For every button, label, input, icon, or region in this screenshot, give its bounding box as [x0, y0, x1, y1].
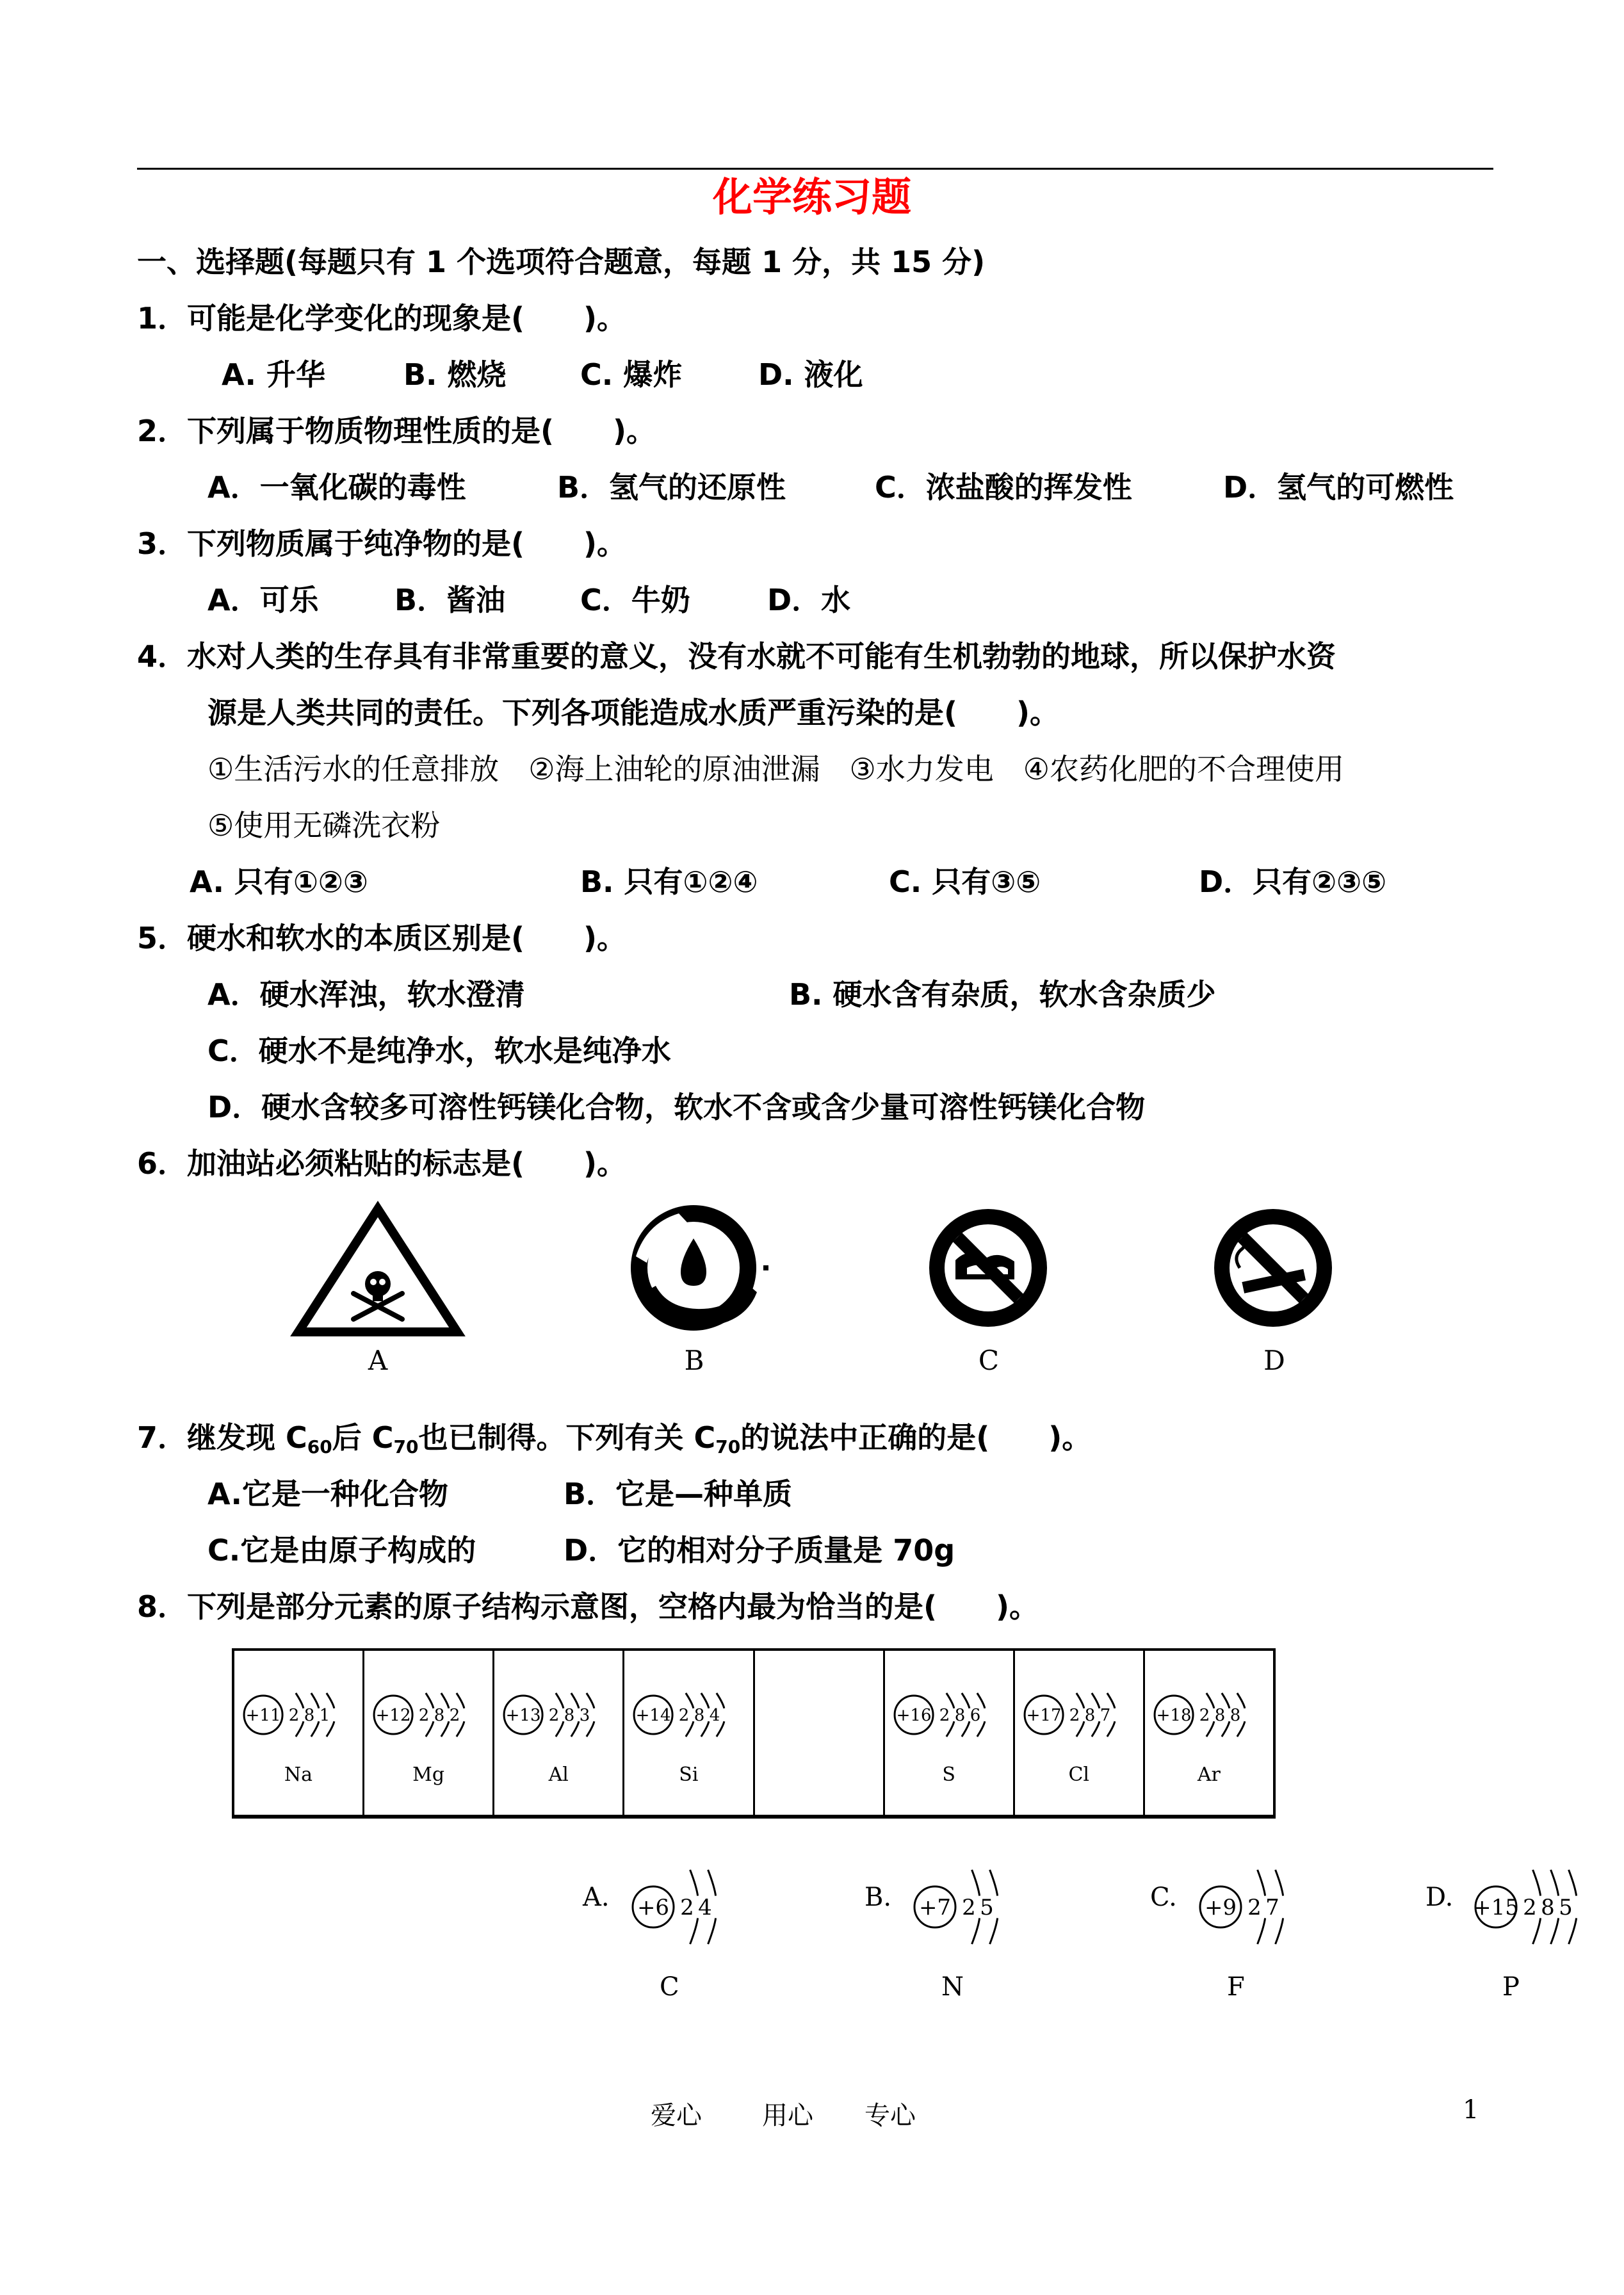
shell-electron-count: 3 — [580, 1706, 590, 1726]
shell-arc-upper — [708, 1870, 716, 1896]
shell-electron-count: 2 — [679, 1706, 690, 1726]
shell-electron-count: 8 — [1214, 1706, 1226, 1726]
answer-atom-svg — [1195, 1851, 1361, 1966]
shell-arc-lower — [972, 1918, 980, 1944]
atom-diagram — [504, 1693, 594, 1737]
footer-motto-2: 用心 — [762, 2101, 813, 2130]
atom-cell-ar — [1143, 1651, 1273, 1815]
shell-electron-count: 8 — [1084, 1706, 1096, 1726]
atom-structure-table — [232, 1648, 1276, 1819]
shell-electron-count: 2 — [1247, 1894, 1262, 1920]
q1-stem: 1．可能是化学变化的现象是( )。 — [137, 301, 627, 336]
q2-option-d: D．氢气的可燃性 — [1223, 470, 1454, 505]
answer-atom-svg — [1470, 1851, 1624, 1966]
q5-option-d: D．硬水含较多可溶性钙镁化合物，软水不含或含少量可溶性钙镁化合物 — [207, 1090, 1146, 1124]
shell-electron-count: 2 — [288, 1706, 300, 1726]
nucleus-charge: +11 — [245, 1706, 281, 1726]
water-drop-hand-sign — [631, 1205, 768, 1331]
atom-cell-al — [492, 1651, 622, 1815]
q6-label-a: A — [368, 1345, 388, 1376]
shell-arc-lower — [990, 1918, 998, 1944]
atom-cell-cl — [1013, 1651, 1143, 1815]
q1-option-c: C. 爆炸 — [580, 357, 683, 392]
q5-option-a: A．硬水浑浊，软水澄清 — [207, 977, 525, 1012]
shell-electron-count: 2 — [549, 1706, 560, 1726]
atom-diagram — [914, 1870, 998, 1944]
page-number: 1 — [1463, 2095, 1479, 2125]
nucleus-charge: +7 — [918, 1894, 952, 1920]
shell-arc-upper — [972, 1870, 980, 1896]
q7-sub-70a: 70 — [393, 1436, 419, 1457]
atom-diagram — [1155, 1693, 1245, 1737]
element-symbol: Ar — [1197, 1764, 1221, 1786]
atom-diagram — [1473, 1870, 1576, 1944]
q4-stem-line1: 4．水对人类的生存具有非常重要的意义，没有水就不可能有生机勃勃的地球，所以保护水资 — [137, 639, 1336, 674]
shell-electron-count: 8 — [304, 1706, 315, 1726]
q7-stem-part1: 7．继发现 C — [137, 1420, 307, 1455]
no-fire-sign — [929, 1209, 1047, 1327]
atom-svg — [234, 1664, 362, 1760]
element-symbol: Si — [679, 1764, 699, 1786]
shell-electron-count: 2 — [939, 1706, 950, 1726]
shell-arc-lower — [708, 1918, 716, 1944]
shell-electron-count: 2 — [962, 1894, 976, 1920]
atom-cell-si — [622, 1651, 752, 1815]
atom-diagram — [244, 1693, 334, 1737]
q6-sign-row — [282, 1197, 1383, 1364]
q4-items-line1: ①生活污水的任意排放 ②海上油轮的原油泄漏 ③水力发电 ④农药化肥的不合理使用 — [207, 752, 1344, 786]
shell-electron-count: 7 — [1265, 1894, 1279, 1920]
shell-electron-count: 2 — [1523, 1894, 1537, 1920]
answer-element-symbol: N — [941, 1972, 964, 2002]
nucleus-charge: +9 — [1204, 1894, 1237, 1920]
shell-electron-count: 4 — [710, 1706, 720, 1726]
q4-option-a: A. 只有①②③ — [190, 864, 368, 899]
shell-electron-count: 2 — [449, 1706, 460, 1726]
toxic-warning-sign — [298, 1209, 457, 1332]
answer-element-symbol: F — [1227, 1972, 1245, 2002]
atom-svg — [624, 1664, 752, 1760]
q7-option-d: D．它的相对分子质量是 70g — [564, 1533, 955, 1568]
nucleus-charge: +18 — [1156, 1706, 1192, 1726]
atom-cell-na — [234, 1651, 362, 1815]
page-title: 化学练习题 — [712, 174, 911, 220]
shell-arc-lower — [690, 1918, 698, 1944]
q6-stem: 6．加油站必须粘贴的标志是( )。 — [137, 1146, 627, 1181]
answer-element-symbol: P — [1502, 1972, 1520, 2002]
atom-svg — [364, 1664, 492, 1760]
answer-atom-svg — [628, 1851, 794, 1966]
section-heading: 一、选择题(每题只有 1 个选项符合题意，每题 1 分，共 15 分) — [137, 245, 986, 279]
element-symbol: S — [942, 1764, 955, 1786]
q3-option-c: C．牛奶 — [580, 583, 690, 617]
atom-svg — [494, 1664, 622, 1760]
answer-letter-2: B. — [865, 1883, 892, 1912]
shell-arc-lower — [1276, 1918, 1283, 1944]
q7-option-a: A.它是一种化合物 — [207, 1477, 448, 1511]
q7-stem-part3: 也已制得。下列有关 C — [418, 1420, 716, 1455]
q6-label-b: B — [684, 1345, 704, 1376]
element-symbol: Mg — [412, 1764, 445, 1786]
q6-label-c: C — [978, 1345, 1000, 1376]
answer-element-symbol: C — [660, 1972, 679, 2002]
q4-items-line2: ⑤使用无磷洗衣粉 — [207, 808, 441, 843]
footer-motto-3: 专心 — [865, 2101, 916, 2130]
shell-electron-count: 5 — [1559, 1894, 1573, 1920]
element-symbol: Cl — [1068, 1764, 1090, 1786]
shell-electron-count: 1 — [319, 1706, 330, 1726]
q3-option-d: D．水 — [767, 583, 851, 617]
shell-arc-upper — [1551, 1870, 1559, 1896]
shell-electron-count: 2 — [1199, 1706, 1210, 1726]
q8-stem: 8．下列是部分元素的原子结构示意图，空格内最为恰当的是( )。 — [137, 1589, 1039, 1624]
answer-atom-svg — [909, 1851, 1076, 1966]
q7-option-c: C.它是由原子构成的 — [207, 1533, 476, 1568]
q3-option-a: A．可乐 — [207, 583, 319, 617]
atom-cell-mg — [362, 1651, 492, 1815]
nucleus-charge: +12 — [375, 1706, 411, 1726]
shell-electron-count: 5 — [980, 1894, 994, 1920]
shell-arc-lower — [1551, 1918, 1559, 1944]
shell-arc-upper — [1533, 1870, 1541, 1896]
atom-diagram — [634, 1693, 724, 1737]
q2-option-b: B．氢气的还原性 — [557, 470, 786, 505]
shell-electron-count: 8 — [1230, 1706, 1241, 1726]
atom-diagram — [895, 1693, 985, 1737]
shell-electron-count: 8 — [434, 1706, 445, 1726]
element-symbol: Al — [548, 1764, 569, 1786]
atom-cell-blank — [753, 1651, 883, 1815]
shell-electron-count: 8 — [954, 1706, 965, 1726]
atom-svg — [1145, 1664, 1273, 1760]
q1-option-b: B. 燃烧 — [403, 357, 507, 392]
q2-option-a: A．一氧化碳的毒性 — [207, 470, 466, 505]
shell-arc-lower — [1569, 1918, 1577, 1944]
q5-option-b: B. 硬水含有杂质，软水含杂质少 — [789, 977, 1216, 1012]
q3-stem: 3．下列物质属于纯净物的是( )。 — [137, 526, 627, 561]
shell-arc-upper — [690, 1870, 698, 1896]
nucleus-charge: +14 — [636, 1706, 671, 1726]
atom-svg — [1015, 1664, 1143, 1760]
answer-letter-3: C. — [1150, 1883, 1177, 1912]
nucleus-charge: +16 — [896, 1706, 932, 1726]
q7-stem-part4: 的说法中正确的是( )。 — [740, 1420, 1092, 1455]
q5-option-c: C．硬水不是纯净水，软水是纯净水 — [207, 1034, 671, 1068]
shell-arc-upper — [1569, 1870, 1577, 1896]
shell-electron-count: 8 — [1541, 1894, 1555, 1920]
no-smoking-sign — [1214, 1209, 1332, 1327]
q7-stem-part2: 后 C — [332, 1420, 394, 1455]
q3-option-b: B．酱油 — [394, 583, 506, 617]
shell-electron-count: 8 — [564, 1706, 575, 1726]
atom-cell-s — [883, 1651, 1013, 1815]
nucleus-charge: +15 — [1473, 1894, 1519, 1920]
shell-arc-upper — [1258, 1870, 1265, 1896]
q7-option-b: B．它是—种单质 — [564, 1477, 793, 1511]
atom-diagram — [1025, 1693, 1115, 1737]
footer-motto-1: 爱心 — [651, 2101, 702, 2130]
q2-option-c: C．浓盐酸的挥发性 — [875, 470, 1132, 505]
answer-letter-4: D. — [1425, 1883, 1454, 1912]
shell-electron-count: 8 — [694, 1706, 705, 1726]
shell-electron-count: 2 — [1069, 1706, 1080, 1726]
q4-option-d: D．只有②③⑤ — [1199, 864, 1387, 899]
q5-stem: 5．硬水和软水的本质区别是( )。 — [137, 921, 627, 955]
q7-sub-60: 60 — [307, 1436, 332, 1457]
shell-electron-count: 2 — [418, 1706, 430, 1726]
shell-electron-count: 7 — [1100, 1706, 1111, 1726]
shell-arc-upper — [1276, 1870, 1283, 1896]
shell-electron-count: 2 — [680, 1894, 694, 1920]
shell-electron-count: 6 — [970, 1706, 980, 1726]
element-symbol: Na — [284, 1764, 313, 1786]
nucleus-charge: +6 — [637, 1894, 670, 1920]
atom-diagram — [374, 1693, 464, 1737]
q4-option-b: B. 只有①②④ — [580, 864, 758, 899]
q7-stem — [137, 1415, 1091, 1470]
shell-arc-upper — [990, 1870, 998, 1896]
q4-option-c: C. 只有③⑤ — [889, 864, 1041, 899]
atom-diagram — [1200, 1870, 1283, 1944]
shell-arc-lower — [1258, 1918, 1265, 1944]
answer-letter-1: A. — [583, 1883, 610, 1912]
shell-electron-count: 4 — [698, 1894, 712, 1920]
q4-stem-line2: 源是人类共同的责任。下列各项能造成水质严重污染的是( )。 — [207, 695, 1060, 730]
shell-arc-lower — [1533, 1918, 1541, 1944]
q7-sub-70b: 70 — [715, 1436, 741, 1457]
atom-svg — [885, 1664, 1013, 1760]
nucleus-charge: +13 — [505, 1706, 541, 1726]
q1-option-a: A. 升华 — [222, 357, 325, 392]
q6-label-d: D — [1263, 1345, 1285, 1376]
nucleus-charge: +17 — [1026, 1706, 1062, 1726]
q1-option-d: D. 液化 — [758, 357, 863, 392]
atom-diagram — [633, 1870, 716, 1944]
q2-stem: 2．下列属于物质物理性质的是( )。 — [137, 414, 656, 448]
